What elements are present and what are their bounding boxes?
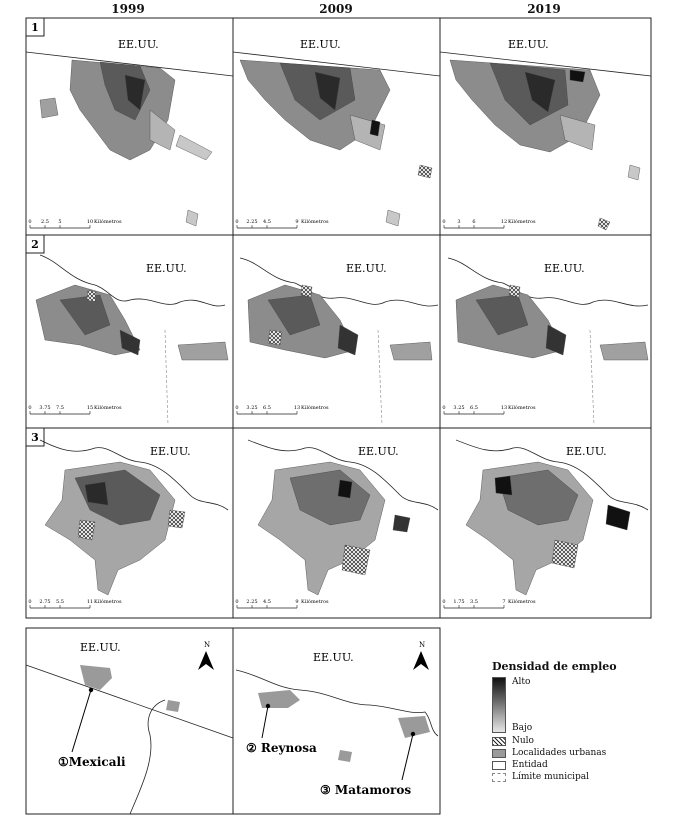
scale-tick-label: 3.5 [470,599,478,605]
scale-unit-label: Kilómetros [301,599,329,605]
matamoros-2009 [258,462,410,595]
year-label-2009: 2009 [319,2,353,16]
scale-unit-label: Kilómetros [508,219,536,225]
scale-tick-label: 2.5 [41,219,49,225]
scale-tick-label: 3.75 [39,405,51,411]
legend-urban-swatch [492,749,506,758]
locator-right-north: N [419,641,426,649]
reynosa-1999 [36,285,228,360]
scale-tick-label: 2.25 [246,219,258,225]
reynosa-2019 [456,285,648,360]
mexicali-2019 [450,60,640,230]
country-label-r2-1999: EE.UU. [146,262,187,275]
scale-tick-label: 0 [235,599,239,605]
country-label-r2-2019: EE.UU. [544,262,585,275]
mexicali-1999 [40,60,212,226]
scale-tick-label: 0 [28,405,32,411]
legend [492,660,672,783]
row-number-2: 2 [31,238,39,251]
mexicali-2009 [240,60,432,226]
scale-unit-label: Kilómetros [508,405,536,411]
scale-tick-label: 2.25 [246,599,258,605]
legend-municipal: Límite municipal [512,772,590,782]
north-arrow-icon [413,651,429,670]
scale-tick-label: 3.25 [453,405,465,411]
scale-tick-label: 6.5 [470,405,478,411]
locator-left-frame [26,628,233,814]
legend-title: Densidad de empleo [492,660,617,673]
north-arrow-icon [198,651,214,670]
country-label-r2-2009: EE.UU. [346,262,387,275]
scale-unit-label: Kilómetros [94,219,122,225]
scale-unit-label: Kilómetros [508,599,536,605]
scale-tick-label: 0 [442,599,446,605]
scale-tick-label: 1.75 [453,599,465,605]
scale-tick-label: 0 [28,219,32,225]
scale-tick-label: 3.25 [246,405,258,411]
locator-left [26,665,233,814]
scale-tick-label: 4.5 [263,219,271,225]
scale-unit-label: Kilómetros [301,405,329,411]
row-number-1: 1 [31,21,39,34]
row-number-3: 3 [31,431,39,444]
legend-low: Bajo [512,723,533,733]
legend-urban: Localidades urbanas [512,748,607,758]
row-tags [26,18,44,446]
scale-tick-label: 15 [86,405,94,411]
legend-municipal-swatch [492,773,506,782]
scale-tick-label: 6.5 [263,405,271,411]
matamoros-1999 [45,462,185,595]
scale-tick-label: 0 [235,405,239,411]
legend-high: Alto [512,677,531,687]
scale-tick-label: 0 [28,599,32,605]
legend-null: Nulo [512,736,534,746]
matamoros-2019 [466,462,630,595]
reynosa-2009 [248,285,432,360]
locator-left-country: EE.UU. [80,641,121,654]
year-label-1999: 1999 [111,2,145,16]
scale-tick-label: 10 [86,219,94,225]
city-label-matamoros: ③ Matamoros [320,783,412,797]
scale-tick-label: 11 [86,599,94,605]
legend-density-scale [492,677,672,733]
scale-tick-label: 4.5 [263,599,271,605]
country-label-r1-1999: EE.UU. [118,38,159,51]
scale-tick-label: 2.75 [39,599,51,605]
scale-tick-label: 3 [457,219,461,225]
scale-tick-label: 13 [293,405,301,411]
country-label-r3-1999: EE.UU. [150,445,191,458]
legend-entity-swatch [492,761,506,770]
country-label-r1-2019: EE.UU. [508,38,549,51]
scale-tick-label: 0 [442,405,446,411]
country-label-r1-2009: EE.UU. [300,38,341,51]
scale-tick-label: 9 [295,219,299,225]
scale-tick-label: 7 [502,599,506,605]
scale-tick-label: 12 [500,219,508,225]
legend-gradient [492,677,506,733]
scale-tick-label: 7.5 [56,405,64,411]
country-label-r3-2009: EE.UU. [358,445,399,458]
year-label-2019: 2019 [527,2,561,16]
scale-unit-label: Kilómetros [94,599,122,605]
scale-tick-label: 5.5 [56,599,64,605]
scale-tick-label: 5 [58,219,62,225]
scale-unit-label: Kilómetros [94,405,122,411]
city-label-reynosa: ② Reynosa [246,741,317,755]
locator-right [236,670,438,780]
city-label-mexicali: ①Mexicali [58,755,126,769]
locator-right-country: EE.UU. [313,651,354,664]
legend-null-swatch [492,737,506,746]
scale-tick-label: 13 [500,405,508,411]
scale-tick-label: 9 [295,599,299,605]
scale-unit-label: Kilómetros [301,219,329,225]
scale-tick-label: 6 [472,219,476,225]
locator-left-north: N [204,641,211,649]
country-label-r3-2019: EE.UU. [566,445,607,458]
legend-entity: Entidad [512,760,548,770]
scale-tick-label: 0 [442,219,446,225]
scale-tick-label: 0 [235,219,239,225]
